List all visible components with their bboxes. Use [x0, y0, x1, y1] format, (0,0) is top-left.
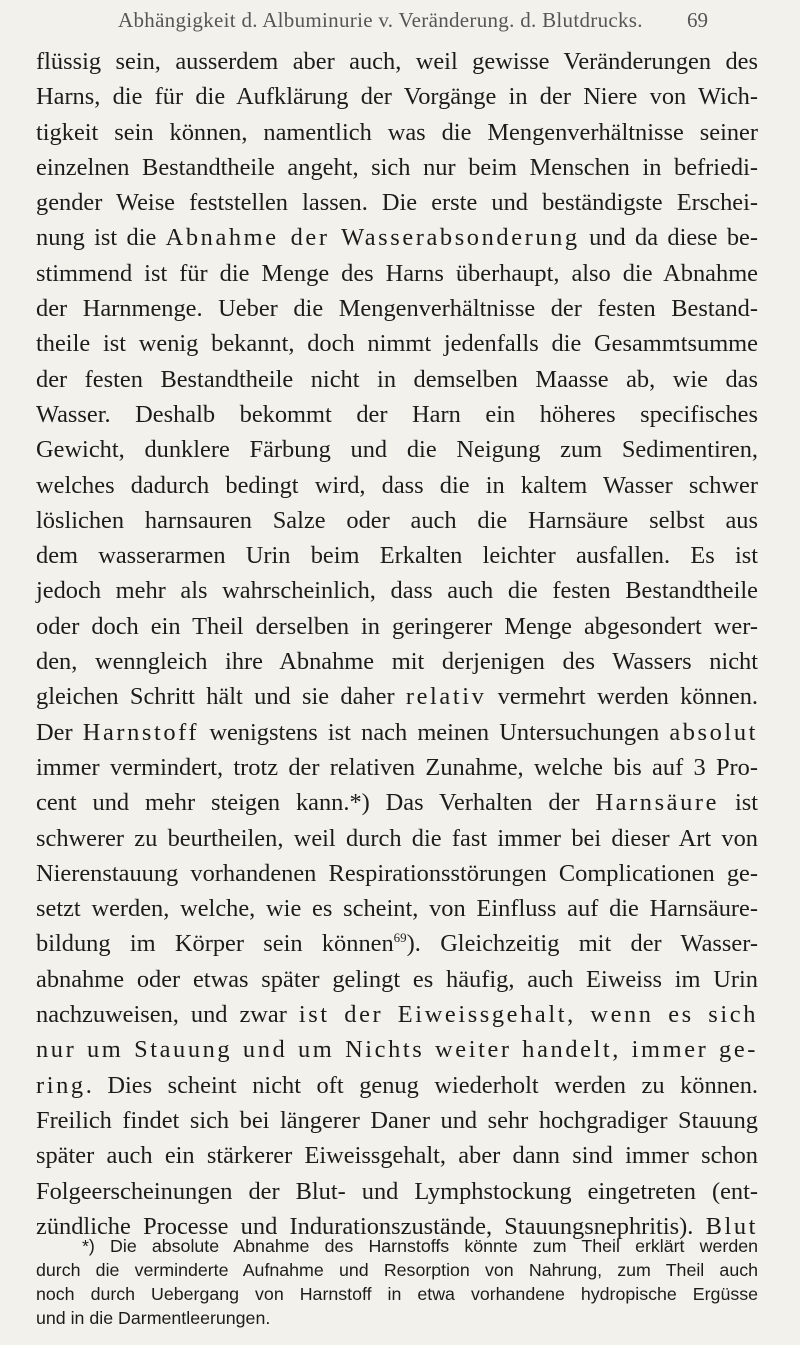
text-line: stimmend ist für die Menge des Harns überhaupt, also die Abnahme — [36, 259, 758, 287]
text-line: Folgeerscheinungen der Blut- und Lymphstockung eingetreten (ent- — [36, 1177, 758, 1205]
reference-superscript: 69 — [393, 930, 407, 946]
text-line: löslichen harnsauren Salze oder auch die Harnsäure selbst aus — [36, 506, 758, 534]
footnote-line: durch die verminderte Aufnahme und Resorption von Nahrung, zum Theil auch — [36, 1260, 758, 1280]
text-line: später auch ein stärkerer Eiweissgehalt, aber dann sind immer schon — [36, 1142, 758, 1170]
text-line: theile ist wenig bekannt, doch nimmt jedenfalls die Gesammtsumme — [36, 330, 758, 358]
running-head — [0, 8, 800, 36]
text-line: welches dadurch bedingt wird, dass die in kaltem Wasser schwer — [36, 471, 758, 499]
footnote — [36, 1234, 758, 1330]
text-line: bildung im Körper sein können$^{69}$). Gleichzeitig mit der Wasser- — [36, 930, 758, 958]
page-number: 69 — [687, 8, 708, 32]
text-line: der festen Bestandtheile nicht in demselben Maasse ab, wie das — [36, 365, 758, 393]
text-line: gleichen Schritt hält und sie daher relativ vermehrt werden können. — [36, 683, 758, 711]
body-text — [36, 44, 758, 1244]
spaced-emphasis: nur um Stauung und um Nichts weiter handelt, immer ge- — [36, 1036, 758, 1064]
footnote-line: *) Die absolute Abnahme des Harnstoffs könnte zum Theil erklärt werden — [82, 1236, 758, 1256]
text-line: Der Harnstoff wenigstens ist nach meinen Untersuchungen absolut — [36, 718, 758, 746]
spaced-emphasis: ist der Eiweissgehalt, wenn es sich — [298, 1001, 758, 1029]
text-line: nachzuweisen, und zwar ist der Eiweissgehalt, wenn es sich — [36, 1001, 758, 1029]
text-line: oder doch ein Theil derselben in geringerer Menge abgesondert wer- — [36, 612, 758, 640]
text-line: jedoch mehr als wahrscheinlich, dass auch die festen Bestandtheile — [36, 577, 758, 605]
text-line: Freilich findet sich bei längerer Daner und sehr hochgradiger Stauung — [36, 1106, 758, 1134]
text-line: ring. Dies scheint nicht oft genug wiederholt werden zu können. — [36, 1071, 758, 1099]
text-line: Gewicht, dunklere Färbung und die Neigung zum Sedimentiren, — [36, 436, 758, 464]
running-head-title: Abhängigkeit d. Albuminurie v. Veränderung. d. Blutdrucks. — [118, 8, 643, 32]
text-line: den, wenngleich ihre Abnahme mit derjenigen des Wassers nicht — [36, 648, 758, 676]
text-line: setzt werden, welche, wie es scheint, von Einfluss auf die Harnsäure- — [36, 895, 758, 923]
text-line: flüssig sein, ausserdem aber auch, weil gewisse Veränderungen des — [36, 48, 758, 75]
spaced-emphasis: Harnsäure — [595, 789, 720, 817]
text-line: zündliche Processe und Indurationszustände, Stauungsnephritis). Blut — [36, 1212, 758, 1240]
text-line: cent und mehr steigen kann.*) Das Verhalten der Harnsäure ist — [36, 789, 758, 817]
text-line: immer vermindert, trotz der relativen Zunahme, welche bis auf 3 Pro- — [36, 753, 758, 781]
text-line: Nierenstauung vorhandenen Respirationsstörungen Complicationen ge- — [36, 859, 758, 887]
spaced-emphasis: ring — [36, 1071, 86, 1099]
text-line: der Harnmenge. Ueber die Mengenverhältnisse der festen Bestand- — [36, 295, 758, 323]
text-line: gender Weise feststellen lassen. Die erste und beständigste Erschei- — [36, 189, 758, 217]
spaced-emphasis: Blut — [705, 1212, 758, 1240]
spaced-emphasis: Harnstoff — [82, 718, 200, 746]
spaced-emphasis: relativ — [405, 683, 487, 711]
text-line: abnahme oder etwas später gelingt es häufig, auch Eiweiss im Urin — [36, 965, 758, 993]
text-line: nung ist die Abnahme der Wasserabsonderung und da diese be- — [36, 224, 758, 252]
text-line — [36, 1032, 758, 1067]
footnote-line: noch durch Uebergang von Harnstoff in etwa vorhandene hydropische Ergüsse — [36, 1284, 758, 1304]
spaced-emphasis: absolut — [669, 718, 758, 746]
text-line: schwerer zu beurtheilen, weil durch die fast immer bei dieser Art von — [36, 824, 758, 852]
footnote-line: und in die Darmentleerungen. — [36, 1308, 271, 1328]
text-line: Harns, die für die Aufklärung der Vorgänge in der Niere von Wich- — [36, 83, 758, 111]
text-line: dem wasserarmen Urin beim Erkalten leichter ausfallen. Es ist — [36, 542, 758, 570]
text-line: einzelnen Bestandtheile angeht, sich nur beim Menschen in befriedi- — [36, 153, 758, 181]
spaced-emphasis: Abnahme der Wasserabsonderung — [165, 224, 580, 252]
text-line: tigkeit sein können, namentlich was die Mengenverhältnisse seiner — [36, 118, 758, 146]
text-line: Wasser. Deshalb bekommt der Harn ein höheres specifisches — [36, 400, 758, 428]
